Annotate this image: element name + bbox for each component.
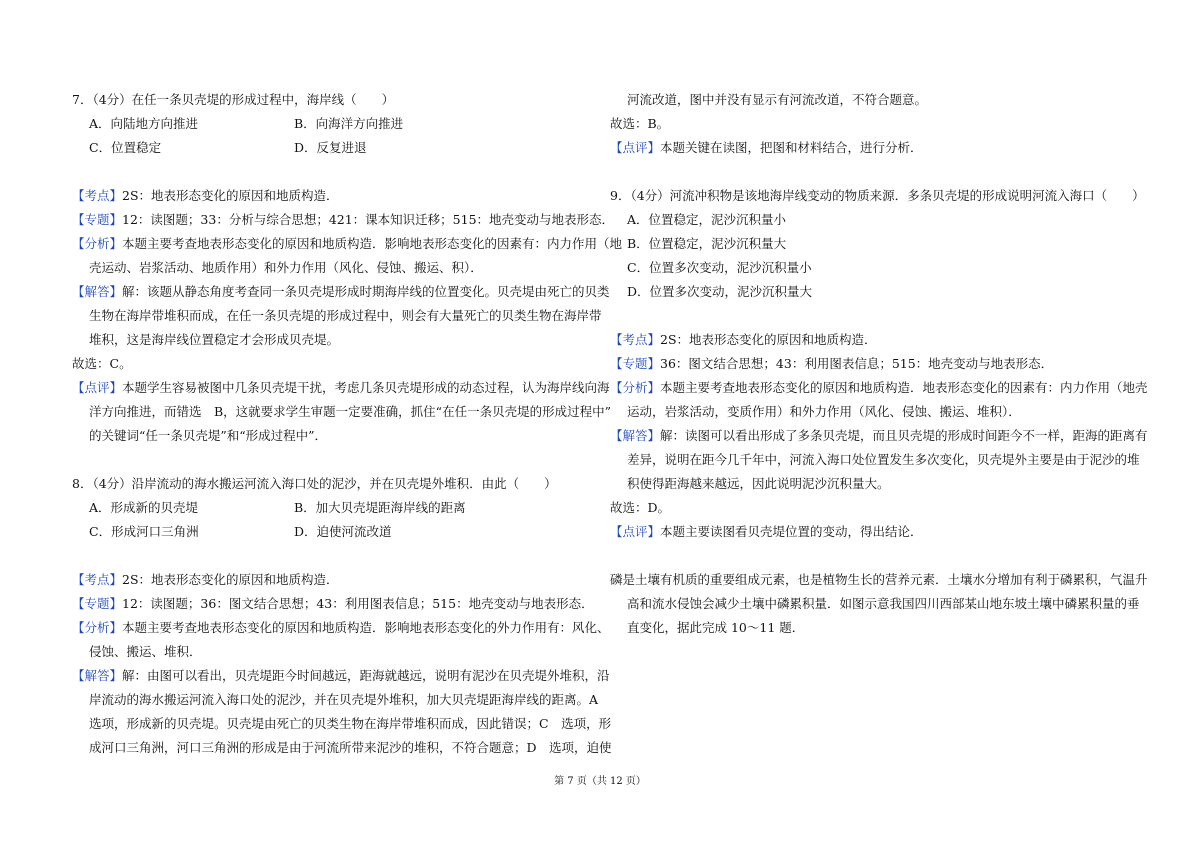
q7-zhuanti: 【专题】12：读图题；33：分析与综合思想；421：课本知识迁移；515：地壳变动与地表形态．: [72, 212, 615, 227]
kaodian-tag: 【考点】: [72, 188, 123, 203]
zhuanti-tag: 【专题】: [72, 596, 123, 611]
q8-jieda: 【解答】解：由图可以看出，贝壳堤距今时间越远，距海就越远，说明有泥沙在贝壳堤外堆积，沿: [72, 668, 610, 683]
q8-answer: 故选：B。: [610, 116, 670, 131]
q7-dianping-cont2: 的关键词“任一条贝壳堤”和“形成过程中”．: [89, 428, 328, 443]
q7-jieda-cont1: 生物在海岸带堆积而成，在任一条贝壳堤的形成过程中，则会有大量死亡的贝类生物在海岸带: [89, 308, 602, 323]
left-column: [72, 88, 623, 760]
q8-option-c: C．形成河口三角洲: [89, 524, 199, 539]
fenxi-tag: 【分析】: [72, 236, 123, 251]
page-footer: 第 7 页（共 12 页）: [554, 776, 646, 787]
kaodian-tag: 【考点】: [72, 572, 123, 587]
material-paragraph-cont2: 直变化，据此完成 10～11 题．: [627, 620, 805, 635]
q8-option-a: A．形成新的贝壳堤: [89, 500, 199, 515]
dianping-tag: 【点评】: [610, 140, 661, 155]
q7-options-row1: [72, 112, 592, 136]
q7-option-c: C．位置稳定: [89, 140, 162, 155]
q8-jieda-cont2: 选项，形成新的贝壳堤。贝壳堤由死亡的贝类生物在海岸带堆积而成，因此错误；C 选项，形: [89, 716, 612, 731]
right-column: [610, 88, 1148, 640]
q9-dianping: 【点评】本题主要读图看贝壳堤位置的变动，得出结论．: [610, 524, 923, 539]
q9-stem: 9．（4分）河流冲积物是该地海岸线变动的物质来源．多条贝壳堤的形成说明河流入海口（ ）: [610, 188, 1145, 203]
zhuanti-tag: 【专题】: [610, 356, 661, 371]
q9-jieda: 【解答】解：读图可以看出形成了多条贝壳堤，而且贝壳堤的形成时间距今不一样，距海的距离有: [610, 428, 1148, 443]
q8-jieda-cont4: 河流改道，图中并没有显示有河流改道，不符合题意。: [627, 92, 928, 107]
q7-dianping: 【点评】本题学生容易被图中几条贝壳堤干扰，考虑几条贝壳堤形成的动态过程，认为海岸线向海: [72, 380, 610, 395]
q8-dianping: 【点评】本题关键在读图，把图和材料结合，进行分析．: [610, 140, 923, 155]
zhuanti-tag: 【专题】: [72, 212, 123, 227]
q7-dianping-cont1: 洋方向推进，而错选 B，这就要求学生审题一定要准确，抓住“在任一条贝壳堤的形成过程中”: [89, 404, 611, 419]
fenxi-tag: 【分析】: [72, 620, 123, 635]
q8-jieda-cont1: 岸流动的海水搬运河流入海口处的泥沙，并在贝壳堤外堆积，加大贝壳堤距海岸线的距离。A: [89, 692, 599, 707]
q9-option-d: D．位置多次变动，泥沙沉积量大: [627, 284, 813, 299]
q7-stem: 7．（4分）在任一条贝壳堤的形成过程中，海岸线（ ）: [72, 92, 395, 107]
q9-option-b: B．位置稳定，泥沙沉积量大: [627, 236, 787, 251]
q7-fenxi-cont: 壳运动、岩浆活动、地质作用）和外力作用（风化、侵蚀、搬运、积）．: [89, 260, 483, 275]
q7-jieda: 【解答】解：该题从静态角度考查同一条贝壳堤形成时期海岸线的位置变化。贝壳堤由死亡的贝类: [72, 284, 610, 299]
q7-option-a: A．向陆地方向推进: [89, 116, 199, 131]
dianping-tag: 【点评】: [610, 524, 661, 539]
q9-fenxi: 【分析】本题主要考查地表形态变化的原因和地质构造．地表形态变化的因素有：内力作用（地壳: [610, 380, 1148, 395]
q9-fenxi-cont: 运动，岩浆活动，变质作用）和外力作用（风化、侵蚀、搬运、堆积）．: [627, 404, 1021, 419]
q9-option-c: C．位置多次变动，泥沙沉积量小: [627, 260, 812, 275]
q8-stem: 8．（4分）沿岸流动的海水搬运河流入海口处的泥沙，并在贝壳堤外堆积．由此（ ）: [72, 476, 557, 491]
q8-options-row1: [72, 496, 592, 520]
dianping-tag: 【点评】: [72, 380, 123, 395]
q8-options-row2: [72, 520, 592, 544]
q9-zhuanti: 【专题】36：图文结合思想；43：利用图表信息；515：地壳变动与地表形态．: [610, 356, 1054, 371]
q8-kaodian: 【考点】2S：地表形态变化的原因和地质构造．: [72, 572, 339, 587]
material-paragraph: 磷是土壤有机质的重要组成元素，也是植物生长的营养元素．土壤水分增加有利于磷累积，气温升: [610, 572, 1148, 587]
jieda-tag: 【解答】: [610, 428, 661, 443]
q8-jieda-cont3: 成河口三角洲，河口三角洲的形成是由于河流所带来泥沙的堆积，不符合题意；D 选项，迫使: [89, 740, 612, 755]
q7-fenxi: 【分析】本题主要考查地表形态变化的原因和地质构造．影响地表形态变化的因素有：内力作用（地: [72, 236, 623, 251]
material-paragraph-cont1: 高和流水侵蚀会减少土壤中磷累积量．如图示意我国四川西部某山地东坡土壤中磷累积量的垂: [627, 596, 1140, 611]
q9-answer: 故选：D。: [610, 500, 671, 515]
q7-answer: 故选：C。: [72, 356, 132, 371]
q8-option-d: D．迫使河流改道: [294, 524, 392, 539]
kaodian-tag: 【考点】: [610, 332, 661, 347]
q9-option-a: A．位置稳定，泥沙沉积量小: [627, 212, 787, 227]
q7-option-d: D．反复进退: [294, 140, 367, 155]
q7-option-b: B．向海洋方向推进: [294, 116, 404, 131]
q7-kaodian: 【考点】2S：地表形态变化的原因和地质构造．: [72, 188, 339, 203]
jieda-tag: 【解答】: [72, 284, 123, 299]
q9-jieda-cont1: 差异，说明在距今几千年中，河流入海口处位置发生多次变化，贝壳堤外主要是由于泥沙的堆: [627, 452, 1140, 467]
q7-options-row2: [72, 136, 592, 160]
q8-zhuanti: 【专题】12：读图题；36：图文结合思想；43：利用图表信息；515：地壳变动与地表形态．: [72, 596, 594, 611]
q9-jieda-cont2: 积使得距海越来越远，因此说明泥沙沉积量大。: [627, 476, 890, 491]
q8-option-b: B．加大贝壳堤距海岸线的距离: [294, 500, 466, 515]
q8-fenxi-cont: 侵蚀、搬运、堆积．: [89, 644, 202, 659]
q9-kaodian: 【考点】2S：地表形态变化的原因和地质构造．: [610, 332, 877, 347]
fenxi-tag: 【分析】: [610, 380, 661, 395]
q8-fenxi: 【分析】本题主要考查地表形态变化的原因和地质构造．影响地表形态变化的外力作用有：风化、: [72, 620, 610, 635]
q7-jieda-cont2: 堆积，这是海岸线位置稳定才会形成贝壳堤。: [89, 332, 340, 347]
jieda-tag: 【解答】: [72, 668, 123, 683]
